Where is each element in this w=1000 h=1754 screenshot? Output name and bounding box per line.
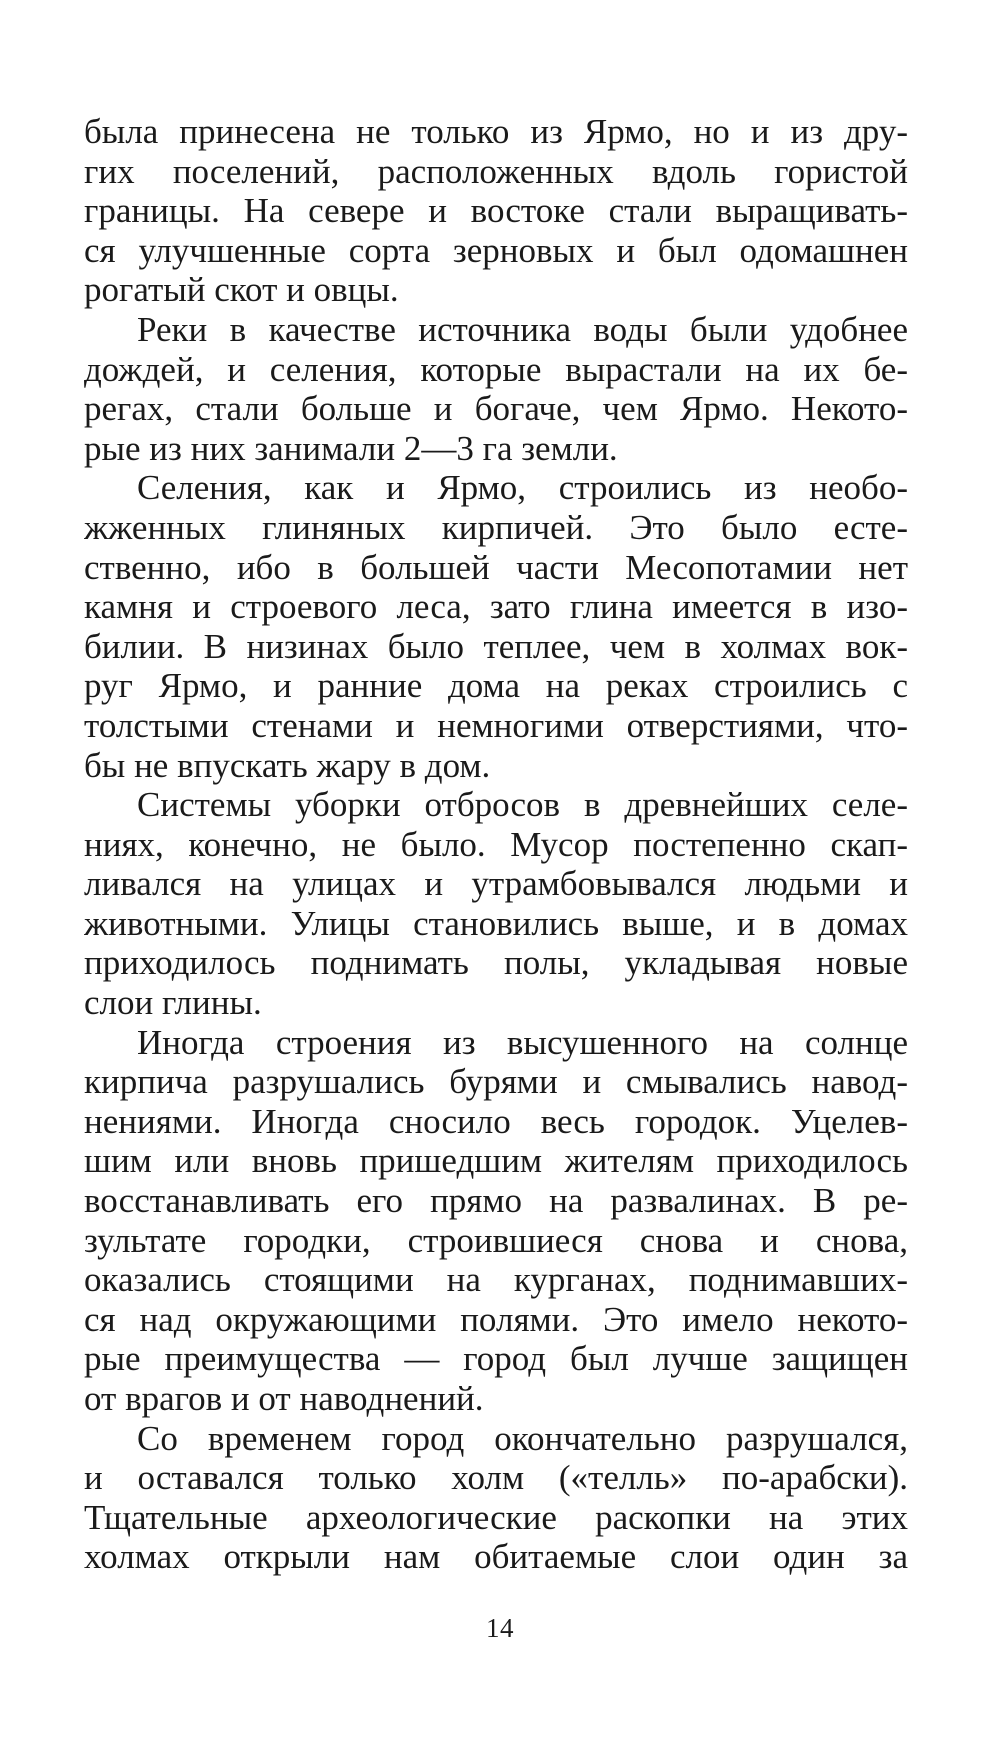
page-number: 14 — [486, 1613, 514, 1643]
text-line: Селения, как и Ярмо, строились из необо- — [137, 468, 908, 508]
book-page-body — [84, 112, 908, 1577]
text-line: границы. На севере и востоке стали выращивать- — [84, 191, 908, 231]
text-line: Системы уборки отбросов в древнейших селе- — [137, 785, 908, 825]
text-line: слои глины. — [84, 983, 262, 1023]
text-line: ся над окружающими полями. Это имело некото- — [84, 1299, 908, 1339]
text-line: и оставался только холм («телль» по-арабски). — [84, 1458, 908, 1498]
text-line: бы не впускать жару в дом. — [84, 745, 491, 785]
paragraph-5 — [84, 1023, 908, 1419]
text-line: Со временем город окончательно разрушался, — [137, 1418, 908, 1458]
text-line: билии. В низинах было теплее, чем в холмах вок- — [84, 626, 908, 666]
text-line: кирпича разрушались бурями и смывались навод- — [84, 1062, 908, 1102]
text-line: восстанавливать его прямо на развалинах. В ре- — [84, 1181, 908, 1221]
text-line: регах, стали больше и богаче, чем Ярмо. Некото- — [84, 389, 908, 429]
text-line: ливался на улицах и утрамбовывался людьми и — [84, 864, 908, 904]
text-line: ниях, конечно, не было. Мусор постепенно скап- — [84, 824, 908, 864]
text-line: Реки в качестве источника воды были удобнее — [137, 309, 908, 349]
text-line: рогатый скот и овцы. — [84, 270, 399, 310]
text-line: животными. Улицы становились выше, и в домах — [84, 903, 908, 943]
text-line: рые преимущества — город был лучше защищен — [84, 1339, 908, 1379]
paragraph-4 — [84, 785, 908, 1023]
text-line: холмах открыли нам обитаемые слои один за — [84, 1537, 908, 1577]
text-line: нениями. Иногда сносило весь городок. Уцелев- — [84, 1101, 908, 1141]
text-line: Тщательные археологические раскопки на этих — [84, 1497, 908, 1537]
text-line: приходилось поднимать полы, укладывая новые — [84, 943, 908, 983]
text-line: гих поселений, расположенных вдоль гористой — [84, 151, 908, 191]
text-line: жженных глиняных кирпичей. Это было есте- — [84, 507, 908, 547]
text-line: камня и строевого леса, зато глина имеется в изо- — [84, 587, 908, 627]
text-line: ся улучшенные сорта зерновых и был одомашнен — [84, 230, 908, 270]
text-line: ственно, ибо в большей части Месопотамии нет — [84, 547, 908, 587]
text-line: от врагов и от наводнений. — [84, 1379, 484, 1418]
text-line: толстыми стенами и немногими отверстиями, что- — [84, 705, 908, 745]
paragraph-6 — [84, 1419, 908, 1577]
text-line: шим или вновь пришедшим жителям приходилось — [84, 1141, 908, 1181]
text-line: Иногда строения из высушенного на солнце — [137, 1022, 908, 1062]
paragraph-2 — [84, 310, 908, 468]
text-line: была принесена не только из Ярмо, но и из дру- — [84, 112, 908, 151]
paragraph-3 — [84, 468, 908, 785]
text-line: рые из них занимали 2—3 га земли. — [84, 428, 618, 468]
text-line: зультате городки, строившиеся снова и снова, — [84, 1220, 908, 1260]
text-line: руг Ярмо, и ранние дома на реках строились с — [84, 666, 908, 706]
text-line: дождей, и селения, которые вырастали на их бе- — [84, 349, 908, 389]
paragraph-1 — [84, 112, 908, 310]
text-line: оказались стоящими на курганах, поднимавших- — [84, 1260, 908, 1300]
